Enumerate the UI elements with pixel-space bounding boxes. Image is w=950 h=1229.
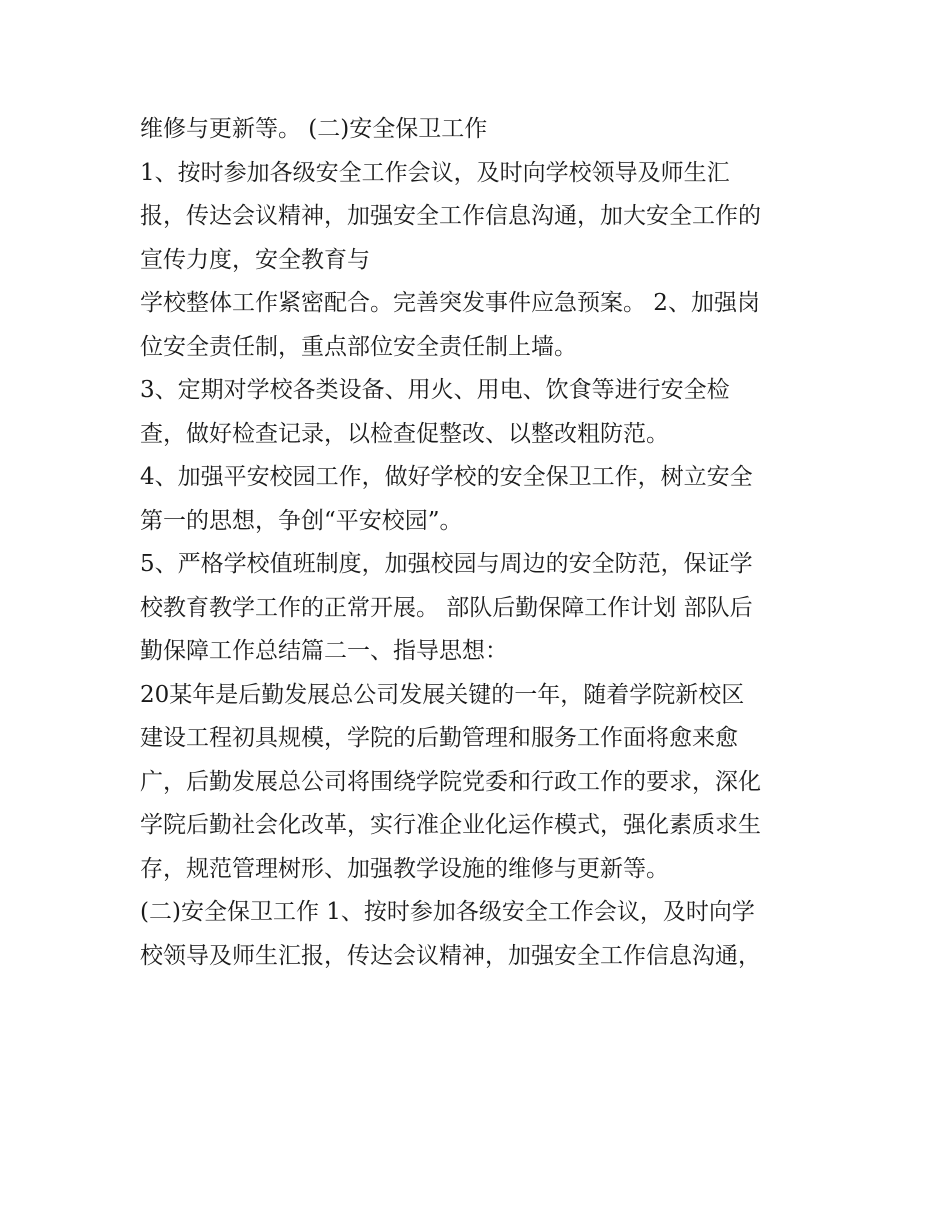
text-line: 建设工程初具规模，学院的后勤管理和服务工作面将愈来愈: [140, 725, 738, 751]
text-line: 3、定期对学校各类设备、用火、用电、饮食等进行安全检: [140, 377, 730, 403]
text-line: 校领导及师生汇报，传达会议精神，加强安全工作信息沟通，: [140, 942, 761, 969]
text-line: 维修与更新等。 (二)安全保卫工作: [140, 116, 488, 142]
document-body: [140, 108, 830, 978]
text-line: 位安全责任制，重点部位安全责任制上墙。: [140, 333, 577, 360]
text-line: 校教育教学工作的正常开展。 部队后勤保障工作计划 部队后: [140, 594, 753, 621]
text-line: 4、加强平安校园工作，做好学校的安全保卫工作，树立安全: [140, 464, 753, 490]
text-line: 存，规范管理树形、加强教学设施的维修与更新等。: [140, 855, 669, 882]
text-line: 学校整体工作紧密配合。完善突发事件应急预案。 2、加强岗: [140, 290, 760, 316]
text-line: 广，后勤发展总公司将围绕学院党委和行政工作的要求，深化: [140, 768, 761, 795]
text-line: 5、严格学校值班制度，加强校园与周边的安全防范，保证学: [140, 551, 753, 577]
text-line: 宣传力度，安全教育与: [140, 246, 370, 273]
text-line: 第一的思想，争创“平安校园”。: [140, 507, 463, 534]
text-line: 报，传达会议精神，加强安全工作信息沟通，加大安全工作的: [140, 203, 761, 229]
text-line: 查，做好检查记录，以检查促整改、以整改粗防范。: [140, 420, 669, 447]
text-line: 学院后勤社会化改革，实行准企业化运作模式，强化素质求生: [140, 812, 761, 838]
text-line: 20某年是后勤发展总公司发展关键的一年，随着学院新校区: [140, 681, 745, 708]
text-line: (二)安全保卫工作 1、按时参加各级安全工作会议，及时向学: [140, 899, 755, 925]
text-line: 勤保障工作总结篇二一、指导思想：: [140, 638, 508, 664]
text-line: 1、按时参加各级安全工作会议，及时向学校领导及师生汇: [140, 159, 730, 186]
